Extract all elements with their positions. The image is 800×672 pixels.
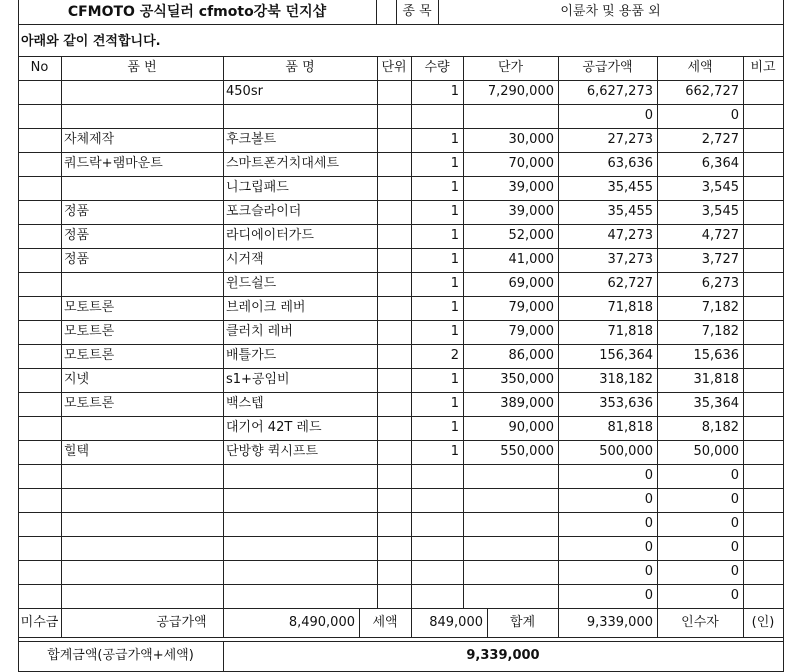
cell-qty: 1 — [450, 156, 459, 171]
cell-price: 39,000 — [508, 204, 554, 219]
cell-supply: 0 — [644, 564, 653, 579]
grid-hline — [18, 368, 784, 369]
cell-supply: 81,818 — [607, 420, 653, 435]
cell-supply: 6,627,273 — [586, 84, 653, 99]
grid-hline — [18, 464, 784, 465]
grid-vline — [223, 641, 224, 672]
cell-name: 라디에이터가드 — [226, 228, 314, 243]
cell-name: 클러치 레버 — [226, 324, 293, 339]
cell-qty: 1 — [450, 324, 459, 339]
grid-hline — [18, 637, 784, 638]
cell-name: 스마트폰거치대세트 — [226, 156, 340, 171]
cell-tax: 0 — [730, 588, 739, 603]
grid-hline — [18, 176, 784, 177]
col-qty: 수량 — [424, 60, 450, 75]
cell-price — [463, 584, 558, 608]
grid-hline — [18, 152, 784, 153]
cell-name — [223, 584, 377, 608]
grid-hline — [18, 560, 784, 561]
grid-hline — [18, 248, 784, 249]
grid-vline — [359, 608, 360, 638]
grid-hline — [18, 320, 784, 321]
cell-price — [463, 560, 558, 584]
grid-hline — [18, 24, 784, 25]
summary-supply-value: 8,490,000 — [288, 615, 355, 630]
cell-part-no — [61, 560, 223, 584]
grid-vline — [783, 0, 784, 25]
cell-tax: 50,000 — [693, 444, 739, 459]
category-label: 종 목 — [402, 4, 432, 19]
cell-qty: 1 — [450, 204, 459, 219]
cell-price: 39,000 — [508, 180, 554, 195]
seal-label: (인) — [751, 615, 775, 630]
cell-tax: 35,364 — [693, 396, 739, 411]
cell-part-no: 지넷 — [64, 372, 90, 387]
cell-tax: 15,636 — [693, 348, 739, 363]
cell-part-no: 정품 — [64, 228, 90, 243]
cell-name — [223, 560, 377, 584]
cell-tax: 0 — [730, 492, 739, 507]
grid-vline — [558, 608, 559, 638]
cell-supply: 27,273 — [607, 132, 653, 147]
grid-vline — [743, 608, 744, 638]
cell-tax: 31,818 — [693, 372, 739, 387]
cell-name: 후크볼트 — [226, 132, 277, 147]
cell-part-no: 힐텍 — [64, 444, 90, 459]
cell-name: 단방향 퀵시프트 — [226, 444, 319, 459]
cell-part-no — [61, 584, 223, 608]
cell-qty: 1 — [450, 276, 459, 291]
grid-hline — [18, 200, 784, 201]
cell-tax: 7,182 — [701, 300, 739, 315]
grid-hline — [18, 440, 784, 441]
grid-hline — [18, 80, 784, 81]
cell-part-no — [61, 488, 223, 512]
cell-price: 69,000 — [508, 276, 554, 291]
cell-qty: 1 — [450, 396, 459, 411]
cell-tax: 662,727 — [685, 84, 739, 99]
cell-part-no: 모토트론 — [64, 348, 115, 363]
cell-supply: 62,727 — [607, 276, 653, 291]
grid-vline — [657, 608, 658, 638]
cell-name: 윈드쉴드 — [226, 276, 277, 291]
cell-name: 배틀가드 — [226, 348, 277, 363]
cell-part-no: 모토트론 — [64, 300, 115, 315]
cell-qty: 1 — [450, 252, 459, 267]
cell-qty — [411, 512, 463, 536]
grid-vline — [411, 56, 412, 609]
col-name: 품 명 — [285, 60, 315, 75]
grid-hline — [18, 608, 784, 609]
grid-hline — [18, 344, 784, 345]
grid-hline — [18, 392, 784, 393]
cell-part-no — [61, 416, 223, 440]
cell-part-no — [61, 464, 223, 488]
cell-qty: 1 — [450, 84, 459, 99]
cell-part-no — [61, 512, 223, 536]
cell-name: 브레이크 레버 — [226, 300, 306, 315]
col-supply: 공급가액 — [582, 60, 633, 75]
col-unit: 단위 — [381, 60, 407, 75]
col-tax: 세액 — [687, 60, 713, 75]
cell-tax: 0 — [730, 516, 739, 531]
cell-tax: 3,545 — [701, 180, 739, 195]
cell-supply: 0 — [644, 108, 653, 123]
cell-supply: 71,818 — [607, 324, 653, 339]
cell-qty — [411, 488, 463, 512]
grid-hline — [18, 488, 784, 489]
grid-hline — [18, 272, 784, 273]
cell-part-no: 자체제작 — [64, 132, 115, 147]
cell-name — [223, 488, 377, 512]
grid-hline — [18, 536, 784, 537]
grid-vline — [376, 0, 377, 25]
cell-part-no: 정품 — [64, 252, 90, 267]
cell-supply: 35,455 — [607, 204, 653, 219]
cell-qty — [411, 536, 463, 560]
cell-tax: 3,545 — [701, 204, 739, 219]
cell-qty: 1 — [450, 444, 459, 459]
cell-name: 니그립패드 — [226, 180, 289, 195]
grid-vline — [223, 608, 224, 638]
cell-supply: 0 — [644, 516, 653, 531]
grand-total-value: 9,339,000 — [466, 648, 540, 663]
cell-part-no — [61, 80, 223, 104]
cell-tax: 6,273 — [701, 276, 739, 291]
grid-hline — [18, 512, 784, 513]
cell-supply: 500,000 — [599, 444, 653, 459]
shop-title: CFMOTO 공식딜러 cfmoto강북 던지샵 — [67, 4, 327, 20]
cell-supply: 353,636 — [599, 396, 653, 411]
grid-vline — [223, 56, 224, 609]
cell-qty: 1 — [450, 132, 459, 147]
cell-name: 450sr — [226, 84, 263, 99]
grid-hline — [18, 104, 784, 105]
cell-part-no: 모토트론 — [64, 324, 115, 339]
grid-hline — [18, 584, 784, 585]
grid-hline — [18, 224, 784, 225]
cell-price: 350,000 — [500, 372, 554, 387]
cell-supply: 63,636 — [607, 156, 653, 171]
grid-vline — [783, 24, 784, 672]
cell-name — [223, 536, 377, 560]
cell-price — [463, 536, 558, 560]
cell-name: 대기어 42T 레드 — [226, 420, 322, 435]
summary-total-label: 합계 — [509, 615, 536, 630]
cell-part-no: 쿼드락+램마운트 — [64, 156, 163, 171]
grid-hline — [18, 296, 784, 297]
grid-vline — [657, 56, 658, 609]
cell-tax: 0 — [730, 564, 739, 579]
cell-price: 79,000 — [508, 324, 554, 339]
cell-price: 79,000 — [508, 300, 554, 315]
cell-part-no — [61, 536, 223, 560]
cell-tax: 4,727 — [701, 228, 739, 243]
cell-name — [223, 464, 377, 488]
grid-vline — [463, 56, 464, 609]
col-price: 단가 — [497, 60, 524, 75]
grid-vline — [61, 56, 62, 609]
cell-name: 포크슬라이더 — [226, 204, 302, 219]
grid-vline — [558, 56, 559, 609]
cell-qty — [411, 560, 463, 584]
grid-vline — [377, 56, 378, 609]
cell-tax: 6,364 — [701, 156, 739, 171]
cell-supply: 0 — [644, 492, 653, 507]
cell-name: 시거잭 — [226, 252, 264, 267]
cell-price — [463, 104, 558, 128]
grid-vline — [18, 0, 19, 25]
cell-tax: 8,182 — [701, 420, 739, 435]
cell-qty: 1 — [450, 228, 459, 243]
grid-vline — [438, 0, 439, 25]
unpaid-label: 미수금 — [20, 615, 59, 630]
cell-supply: 47,273 — [607, 228, 653, 243]
cell-tax: 0 — [730, 540, 739, 555]
cell-name — [223, 512, 377, 536]
cell-name: 백스텝 — [226, 396, 264, 411]
cell-price — [463, 512, 558, 536]
cell-price: 41,000 — [508, 252, 554, 267]
grid-hline — [18, 128, 784, 129]
grid-vline — [18, 24, 19, 672]
grid-vline — [61, 608, 62, 638]
col-part-no: 품 번 — [127, 60, 157, 75]
cell-supply: 318,182 — [599, 372, 653, 387]
category-value: 이륜차 및 용품 외 — [560, 4, 661, 19]
grand-total-label: 합계금액(공급가액+세액) — [47, 648, 194, 663]
cell-price: 86,000 — [508, 348, 554, 363]
cell-price: 550,000 — [500, 444, 554, 459]
grid-hline — [18, 641, 784, 642]
cell-part-no — [61, 104, 223, 128]
summary-tax-value: 849,000 — [429, 615, 483, 630]
cell-supply: 0 — [644, 588, 653, 603]
cell-qty — [411, 584, 463, 608]
cell-part-no — [61, 176, 223, 200]
cell-supply: 0 — [644, 540, 653, 555]
cell-part-no: 정품 — [64, 204, 90, 219]
cell-qty — [411, 464, 463, 488]
col-remark: 비고 — [750, 60, 776, 75]
cell-tax: 2,727 — [701, 132, 739, 147]
summary-supply-label: 공급가액 — [156, 615, 207, 630]
cell-price: 90,000 — [508, 420, 554, 435]
cell-supply: 35,455 — [607, 180, 653, 195]
cell-qty: 1 — [450, 420, 459, 435]
cell-supply: 156,364 — [599, 348, 653, 363]
summary-total-value: 9,339,000 — [586, 615, 653, 630]
estimate-note: 아래와 같이 견적합니다. — [21, 34, 161, 49]
cell-price — [463, 488, 558, 512]
grid-vline — [743, 56, 744, 609]
cell-price: 70,000 — [508, 156, 554, 171]
cell-tax: 0 — [730, 108, 739, 123]
cell-qty: 1 — [450, 180, 459, 195]
cell-price: 52,000 — [508, 228, 554, 243]
cell-price: 30,000 — [508, 132, 554, 147]
grid-vline — [487, 608, 488, 638]
grid-hline — [18, 416, 784, 417]
cell-supply: 71,818 — [607, 300, 653, 315]
cell-supply: 0 — [644, 468, 653, 483]
cell-price — [463, 464, 558, 488]
cell-price: 7,290,000 — [487, 84, 554, 99]
cell-price: 389,000 — [500, 396, 554, 411]
cell-part-no — [61, 272, 223, 296]
cell-tax: 7,182 — [701, 324, 739, 339]
cell-qty: 1 — [450, 300, 459, 315]
cell-qty — [411, 104, 463, 128]
cell-supply: 37,273 — [607, 252, 653, 267]
grid-vline — [396, 0, 397, 25]
cell-qty: 2 — [450, 348, 459, 363]
grid-hline — [18, 56, 784, 57]
cell-part-no: 모토트론 — [64, 396, 115, 411]
cell-name: s1+공임비 — [226, 372, 290, 387]
cell-qty: 1 — [450, 372, 459, 387]
summary-tax-label: 세액 — [372, 615, 398, 630]
cell-name — [223, 104, 377, 128]
grid-vline — [411, 608, 412, 638]
receiver-label: 인수자 — [681, 615, 719, 630]
col-no: No — [30, 60, 49, 75]
cell-tax: 3,727 — [701, 252, 739, 267]
cell-tax: 0 — [730, 468, 739, 483]
